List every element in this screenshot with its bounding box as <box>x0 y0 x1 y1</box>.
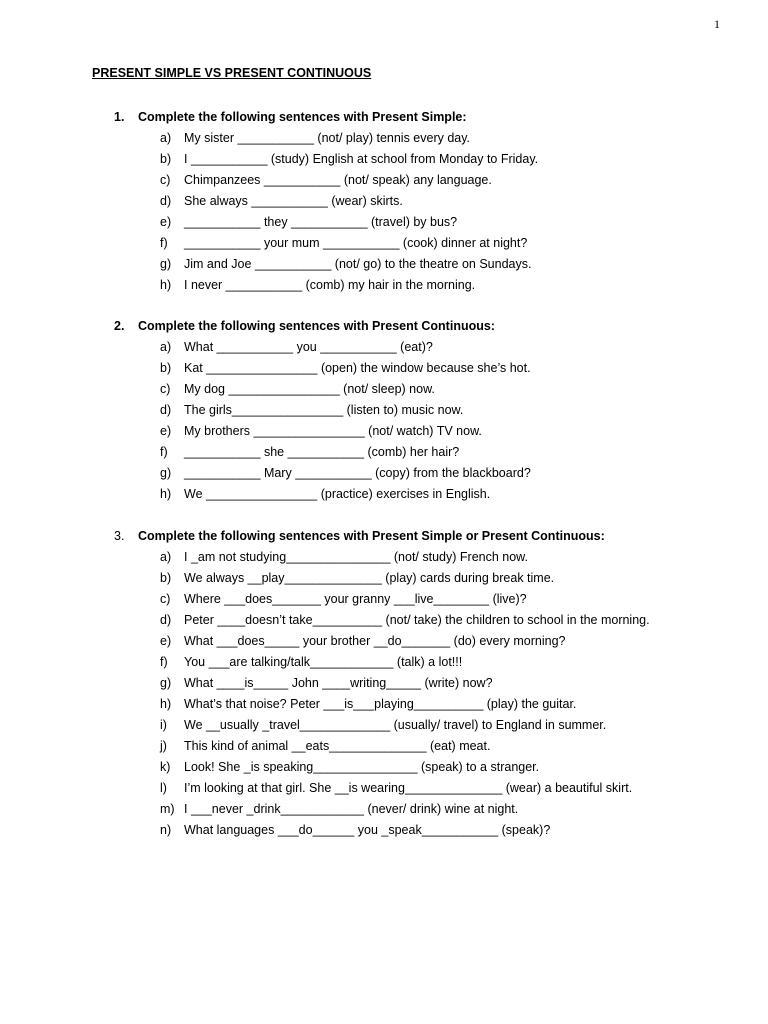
exercise-item <box>0 381 768 402</box>
item-sentence: Kat ________________ (open) the window because she’s hot. <box>184 361 531 375</box>
item-letter: b) <box>160 571 172 585</box>
exercise-item <box>0 801 768 822</box>
item-letter: i) <box>160 718 167 732</box>
item-sentence: Jim and Joe ___________ (not/ go) to the theatre on Sundays. <box>184 257 532 271</box>
item-letter: g) <box>160 676 172 690</box>
item-sentence: What ____is_____ John ____writing_____ (write) now? <box>184 676 493 690</box>
exercise-item <box>0 696 768 717</box>
item-sentence: The girls________________ (listen to) music now. <box>184 403 464 417</box>
document-title: PRESENT SIMPLE VS PRESENT CONTINUOUS <box>92 66 372 80</box>
exercise-item <box>0 633 768 654</box>
exercise-item <box>0 423 768 444</box>
item-letter: h) <box>160 697 172 711</box>
item-letter: a) <box>160 340 172 354</box>
exercise-list <box>0 339 768 507</box>
exercise-item <box>0 759 768 780</box>
exercise-item <box>0 360 768 381</box>
item-sentence: I _am not studying_______________ (not/ study) French now. <box>184 550 528 564</box>
item-sentence: What ___________ you ___________ (eat)? <box>184 340 433 354</box>
exercise-item <box>0 717 768 738</box>
item-letter: a) <box>160 131 172 145</box>
exercise-item <box>0 277 768 298</box>
exercise-item <box>0 675 768 696</box>
item-letter: f) <box>160 445 168 459</box>
section-instruction: Complete the following sentences with Present Simple: <box>138 110 467 124</box>
item-letter: f) <box>160 236 168 250</box>
exercise-item <box>0 486 768 507</box>
item-letter: d) <box>160 613 172 627</box>
item-sentence: ___________ she ___________ (comb) her hair? <box>184 445 460 459</box>
exercise-item <box>0 130 768 151</box>
item-letter: c) <box>160 592 171 606</box>
item-sentence: I’m looking at that girl. She __is wearing______________ (wear) a beautiful skirt. <box>184 781 633 795</box>
exercise-item <box>0 465 768 486</box>
item-sentence: Peter ____doesn’t take__________ (not/ take) the children to school in the morning. <box>184 613 650 627</box>
exercise-list <box>0 549 768 843</box>
item-letter: d) <box>160 194 172 208</box>
item-letter: a) <box>160 550 172 564</box>
item-letter: b) <box>160 361 172 375</box>
item-letter: g) <box>160 466 172 480</box>
exercise-item <box>0 549 768 570</box>
page-number: 1 <box>714 17 720 31</box>
exercise-item <box>0 570 768 591</box>
item-letter: l) <box>160 781 167 795</box>
item-letter: d) <box>160 403 172 417</box>
item-letter: b) <box>160 152 172 166</box>
item-letter: f) <box>160 655 168 669</box>
section-heading <box>114 109 467 125</box>
exercise-item <box>0 780 768 801</box>
item-letter: c) <box>160 173 171 187</box>
exercise-item <box>0 235 768 256</box>
exercise-item <box>0 402 768 423</box>
exercise-item <box>0 444 768 465</box>
item-letter: n) <box>160 823 172 837</box>
item-letter: g) <box>160 257 172 271</box>
item-sentence: ___________ your mum ___________ (cook) dinner at night? <box>184 236 528 250</box>
item-letter: j) <box>160 739 167 753</box>
exercise-item <box>0 214 768 235</box>
exercise-item <box>0 339 768 360</box>
item-sentence: You ___are talking/talk____________ (talk) a lot!!! <box>184 655 463 669</box>
section-number: 1. <box>114 110 125 124</box>
item-letter: k) <box>160 760 171 774</box>
item-sentence: My sister ___________ (not/ play) tennis every day. <box>184 131 471 145</box>
item-sentence: I ___never _drink____________ (never/ drink) wine at night. <box>184 802 519 816</box>
exercise-list <box>0 130 768 298</box>
item-sentence: I never ___________ (comb) my hair in the morning. <box>184 278 476 292</box>
item-sentence: We always __play______________ (play) cards during break time. <box>184 571 555 585</box>
item-sentence: We ________________ (practice) exercises in English. <box>184 487 491 501</box>
item-letter: h) <box>160 278 172 292</box>
item-sentence: I ___________ (study) English at school from Monday to Friday. <box>184 152 539 166</box>
exercise-item <box>0 654 768 675</box>
exercise-item <box>0 822 768 843</box>
exercise-item <box>0 172 768 193</box>
item-sentence: ___________ they ___________ (travel) by bus? <box>184 215 458 229</box>
item-letter: m) <box>160 802 175 816</box>
item-letter: h) <box>160 487 172 501</box>
item-sentence: Chimpanzees ___________ (not/ speak) any language. <box>184 173 492 187</box>
exercise-item <box>0 591 768 612</box>
item-sentence: My dog ________________ (not/ sleep) now. <box>184 382 435 396</box>
exercise-item <box>0 612 768 633</box>
item-sentence: Where ___does_______ your granny ___live________ (live)? <box>184 592 527 606</box>
item-sentence: She always ___________ (wear) skirts. <box>184 194 403 208</box>
item-sentence: Look! She _is speaking_______________ (speak) to a stranger. <box>184 760 540 774</box>
item-sentence: ___________ Mary ___________ (copy) from the blackboard? <box>184 466 531 480</box>
item-sentence: What’s that noise? Peter ___is___playing__________ (play) the guitar. <box>184 697 577 711</box>
exercise-item <box>0 256 768 277</box>
section-number: 2. <box>114 319 125 333</box>
exercise-item <box>0 193 768 214</box>
section-number: 3. <box>114 529 125 543</box>
item-sentence: This kind of animal __eats______________ (eat) meat. <box>184 739 491 753</box>
exercise-item <box>0 151 768 172</box>
item-sentence: My brothers ________________ (not/ watch) TV now. <box>184 424 482 438</box>
section-heading <box>114 528 605 544</box>
item-sentence: We __usually _travel_____________ (usually/ travel) to England in summer. <box>184 718 607 732</box>
section-heading <box>114 318 495 334</box>
section-instruction: Complete the following sentences with Present Continuous: <box>138 319 495 333</box>
section-instruction: Complete the following sentences with Present Simple or Present Continuous: <box>138 529 605 543</box>
item-letter: e) <box>160 634 172 648</box>
item-letter: e) <box>160 424 172 438</box>
item-letter: c) <box>160 382 171 396</box>
item-sentence: What languages ___do______ you _speak___________ (speak)? <box>184 823 551 837</box>
item-sentence: What ___does_____ your brother __do_______ (do) every morning? <box>184 634 566 648</box>
item-letter: e) <box>160 215 172 229</box>
exercise-item <box>0 738 768 759</box>
